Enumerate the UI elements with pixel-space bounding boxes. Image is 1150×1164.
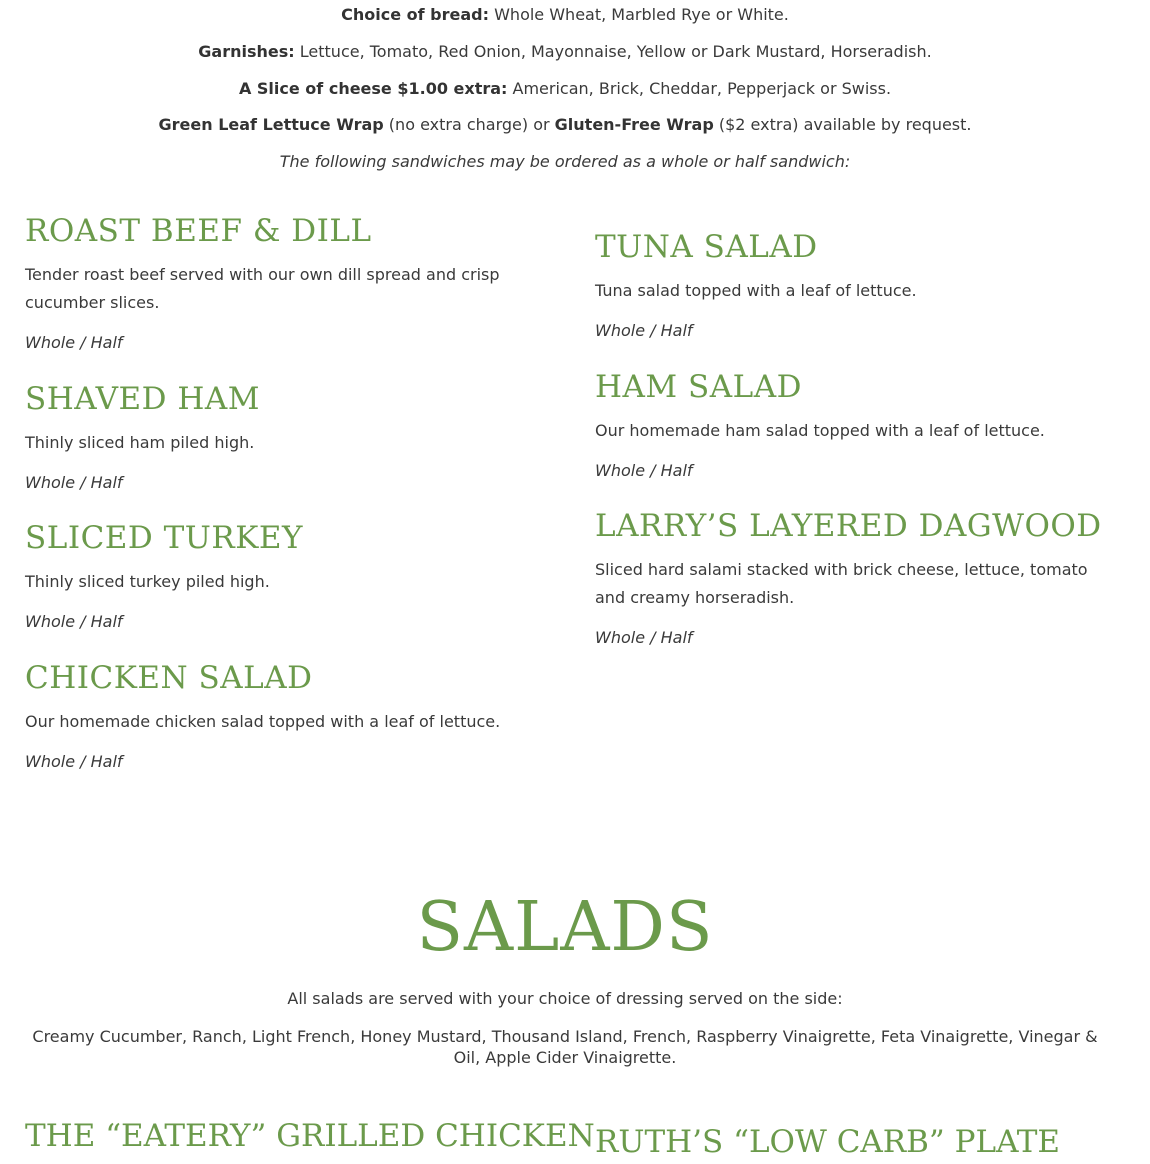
item-title: SLICED TURKEY: [25, 520, 304, 556]
bread-choice-line: [0, 5, 1130, 25]
menu-item-tuna-salad: [595, 229, 1115, 341]
item-size: Whole / Half: [25, 752, 123, 771]
wrap-line: [0, 115, 1130, 135]
item-description: Sliced hard salami stacked with brick cheese, lettuce, tomato and creamy horseradish.: [595, 560, 1088, 607]
wrap-text-2: ($2 extra) available by request.: [713, 115, 972, 134]
item-size: Whole / Half: [25, 333, 123, 352]
garnishes-line: [0, 42, 1130, 62]
item-size: Whole / Half: [595, 461, 693, 480]
item-description: Thinly sliced turkey piled high.: [25, 572, 270, 591]
garnishes-label: Garnishes:: [198, 42, 295, 61]
wrap-text-1: (no extra charge) or: [383, 115, 555, 134]
salads-section-title: SALADS: [416, 888, 714, 967]
item-description: Tuna salad topped with a leaf of lettuce.: [595, 281, 917, 300]
item-title: CHICKEN SALAD: [25, 660, 313, 696]
cheese-label: A Slice of cheese $1.00 extra:: [238, 79, 508, 98]
item-description: Our homemade chicken salad topped with a leaf of lettuce.: [25, 712, 501, 731]
item-description: Thinly sliced ham piled high.: [25, 433, 255, 452]
menu-item-shaved-ham: [25, 381, 545, 493]
item-title: LARRY’S LAYERED DAGWOOD: [595, 508, 1102, 544]
item-title: ROAST BEEF & DILL: [25, 213, 372, 249]
item-size: Whole / Half: [25, 473, 123, 492]
cheese-line: [0, 79, 1130, 99]
salads-dressing-list: Creamy Cucumber, Ranch, Light French, Honey Mustard, Thousand Island, French, Raspberry Vinaigrette, Feta Vinaigrette, Vinegar & Oil, Apple Cider Vinaigrette.: [32, 1027, 1098, 1067]
lettuce-wrap-label: Green Leaf Lettuce Wrap: [158, 115, 384, 134]
item-description: Tender roast beef served with our own dill spread and crisp cucumber slices.: [25, 265, 500, 312]
item-title: SHAVED HAM: [25, 381, 261, 417]
salad-title-low-carb-plate: RUTH’S “LOW CARB” PLATE: [595, 1124, 1061, 1160]
menu-item-ham-salad: [595, 369, 1115, 481]
item-size: Whole / Half: [595, 321, 693, 340]
bread-options: Whole Wheat, Marbled Rye or White.: [489, 5, 789, 24]
cheese-options: American, Brick, Cheddar, Pepperjack or Swiss.: [507, 79, 892, 98]
menu-item-larrys-dagwood: [595, 508, 1115, 648]
salad-title-eatery-grilled-chicken: THE “EATERY” GRILLED CHICKEN: [25, 1118, 595, 1154]
garnishes-options: Lettuce, Tomato, Red Onion, Mayonnaise, Yellow or Dark Mustard, Horseradish.: [294, 42, 932, 61]
item-size: Whole / Half: [25, 612, 123, 631]
item-title: HAM SALAD: [595, 369, 802, 405]
bread-label: Choice of bread:: [341, 5, 490, 24]
item-title: TUNA SALAD: [595, 229, 818, 265]
menu-item-chicken-salad: [25, 660, 545, 772]
menu-item-sliced-turkey: [25, 520, 545, 632]
item-description: Our homemade ham salad topped with a leaf of lettuce.: [595, 421, 1045, 440]
item-size: Whole / Half: [595, 628, 693, 647]
gluten-free-wrap-label: Gluten-Free Wrap: [554, 115, 714, 134]
salads-dressing-note: All salads are served with your choice of dressing served on the side:: [287, 989, 843, 1008]
menu-item-roast-beef: [25, 213, 545, 353]
whole-half-note: The following sandwiches may be ordered as a whole or half sandwich:: [279, 152, 851, 171]
